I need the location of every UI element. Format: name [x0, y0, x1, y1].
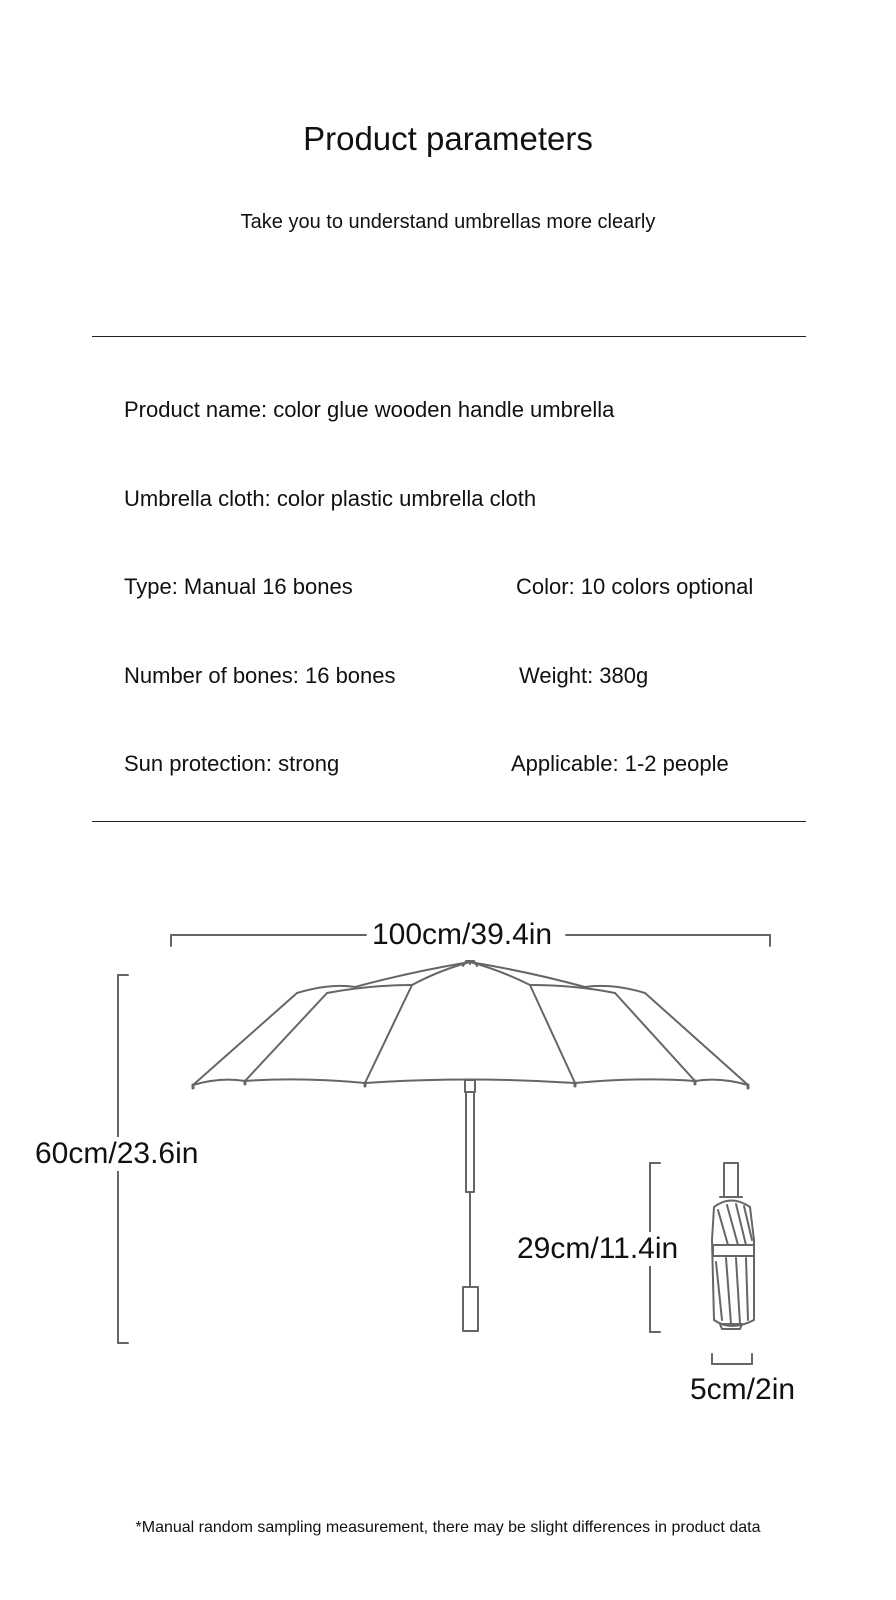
- folded-diameter-label: 5cm/2in: [690, 1373, 796, 1406]
- bottom-divider: [92, 821, 806, 822]
- canopy-tips: [193, 1081, 748, 1088]
- folded-length-label: 29cm/11.4in: [517, 1232, 679, 1265]
- param-type: Type: Manual 16 bones: [124, 574, 353, 599]
- param-product-name: Product name: color glue wooden handle umbrella: [124, 397, 615, 422]
- folded-diameter-dimension-line: [712, 1354, 752, 1364]
- param-weight: Weight: 380g: [519, 663, 649, 688]
- folded-umbrella: [712, 1163, 754, 1329]
- top-divider: [92, 336, 806, 337]
- umbrella-shaft: [463, 1080, 478, 1331]
- param-umbrella-cloth: Umbrella cloth: color plastic umbrella cloth: [124, 486, 537, 511]
- param-applicable: Applicable: 1-2 people: [511, 751, 729, 776]
- page-title: Product parameters: [303, 120, 593, 157]
- footnote: *Manual random sampling measurement, there may be slight differences in product data: [135, 1519, 761, 1536]
- param-bones: Number of bones: 16 bones: [124, 663, 396, 688]
- open-width-label: 100cm/39.4in: [372, 918, 553, 951]
- open-umbrella-canopy: [193, 961, 748, 1085]
- param-color: Color: 10 colors optional: [516, 574, 754, 599]
- param-sun-protection: Sun protection: strong: [124, 751, 340, 776]
- open-height-label: 60cm/23.6in: [35, 1137, 199, 1170]
- page-subtitle: Take you to understand umbrellas more clearly: [240, 211, 656, 233]
